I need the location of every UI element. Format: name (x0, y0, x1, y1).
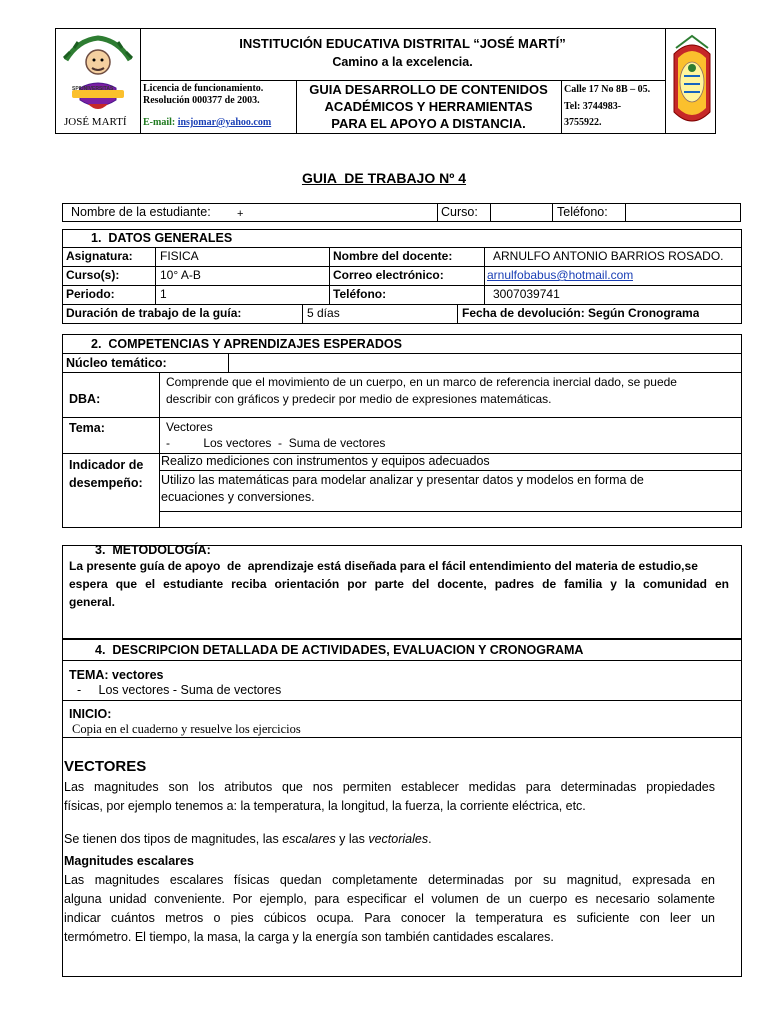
dba-text-line-2: describir con gráficos y predecir por medio de expresiones matemáticas. (166, 392, 552, 406)
guide-line-1: GUIA DESARROLLO DE CONTENIDOS (309, 82, 548, 97)
teacher-email-link[interactable]: arnulfobabus@hotmail.com (487, 268, 634, 282)
school-logo-right (670, 32, 714, 132)
duration-value: 5 días (307, 306, 340, 320)
email-row (143, 117, 271, 128)
header-divider (140, 80, 665, 81)
methodology-heading: 3. METODOLOGÍA: (95, 543, 211, 557)
scalar-magnitudes-heading: Magnitudes escalares (64, 854, 194, 868)
scalar-paragraph-line-4: termómetro. El tiempo, la masa, la carga y la energía son también cantidades escalares. (64, 930, 554, 944)
vectors-paragraph-1-line-1: Las magnitudes son los atributos que nos permiten establecer medidas para determinadas propiedades (64, 780, 715, 794)
phone-field[interactable] (626, 203, 740, 221)
start-title: INICIO: (69, 707, 112, 721)
p2-pre: Se tienen dos tipos de magnitudes, las (64, 832, 283, 846)
course-label: Curso: (441, 205, 478, 219)
activities-topic-title: TEMA: vectores (69, 668, 164, 682)
logo-left-caption: JOSÉ MARTÍ (64, 116, 127, 128)
activities-heading: 4. DESCRIPCION DETALLADA DE ACTIVIDADES, EVALUACION Y CRONOGRAMA (95, 643, 584, 657)
scalar-paragraph-line-1: Las magnitudes escalares físicas quedan completamente determinadas por su magnitud, expresada en (64, 873, 715, 887)
address-line-3: 3755922. (564, 117, 602, 128)
license-line-1: Licencia de funcionamiento. (143, 83, 264, 94)
p2-em-vectors: vectoriales (368, 832, 429, 846)
vectors-paragraph-2 (64, 818, 432, 846)
page-title: GUIA DE TRABAJO Nº 4 (301, 170, 467, 186)
scalar-paragraph-line-2: alguna unidad conveniente. Por ejemplo, para especificar el volumen de un cuerpo es necesario solamente (64, 892, 715, 906)
topic-label: Tema: (69, 421, 105, 435)
address-line-2: Tel: 3744983- (564, 101, 622, 112)
guide-line-2: ACADÉMICOS Y HERRAMIENTAS (324, 99, 533, 114)
institution-email-link[interactable]: insjomar@yahoo.com (177, 117, 272, 128)
teacher-phone-value: 3007039741 (493, 287, 560, 301)
guide-line-3: PARA EL APOYO A DISTANCIA. (331, 116, 526, 131)
indicator-2-line-1: Utilizo las matemáticas para modelar analizar y presentar datos y modelos en forma de (161, 473, 644, 487)
courses-value: 10° A-B (160, 268, 201, 282)
p2-post: . (428, 832, 432, 846)
teacher-value: ARNULFO ANTONIO BARRIOS ROSADO. (493, 249, 724, 263)
p2-em-scalars: escalares (282, 832, 336, 846)
topic-line-1: Vectores (166, 420, 213, 434)
indicator-1: Realizo mediciones con instrumentos y equipos adecuados (161, 454, 490, 468)
table-rule (155, 247, 156, 304)
student-name-field[interactable]: + (237, 208, 244, 220)
scalar-paragraph-line-3: indicar cuántos metros o pies cúbicos ocupa. Para conocer la temperatura es suficiente con leer un (64, 911, 715, 925)
address-line-1: Calle 17 No 8B – 05. (564, 84, 651, 95)
row-divider (552, 203, 553, 222)
table-rule (62, 700, 742, 701)
table-rule (302, 304, 303, 324)
vectors-heading: VECTORES (64, 758, 147, 775)
table-rule (228, 353, 229, 372)
dba-text-line-1: Comprende que el movimiento de un cuerpo, en un marco de referencia inercial dado, se puede (166, 375, 677, 389)
school-logo-left (58, 30, 138, 130)
subject-value: FISICA (160, 249, 199, 263)
start-instructions: Copia en el cuaderno y resuelve los ejercicios (72, 722, 301, 736)
email-label: E-mail: (143, 117, 176, 128)
core-topic-label: Núcleo temático: (66, 356, 167, 370)
dba-label: DBA: (69, 392, 101, 406)
subject-label: Asignatura: (66, 249, 133, 263)
indicator-label-2: desempeño: (69, 476, 143, 490)
methodology-line-1: La presente guía de apoyo de aprendizaje está diseñada para el fácil entendimiento del materia de estudio,se (69, 559, 698, 573)
general-heading: 1. DATOS GENERALES (91, 231, 233, 245)
institution-name: INSTITUCIÓN EDUCATIVA DISTRITAL “JOSÉ MARTÍ” (239, 36, 566, 51)
table-rule (159, 511, 742, 512)
topic-line-2: - Los vectores - Suma de vectores (166, 436, 386, 450)
teacher-email-label: Correo electrónico: (333, 268, 444, 282)
methodology-line-2: espera que el estudiante reciba orientación por parte del docente, padres de familia y la comunidad en (69, 577, 729, 591)
license-line-2: Resolución 000377 de 2003. (143, 95, 260, 106)
p2-mid: y las (335, 832, 369, 846)
table-rule (457, 304, 458, 324)
header-divider (561, 80, 562, 134)
return-date-label: Fecha de devolución: Según Cronograma (462, 306, 700, 320)
institution-motto: Camino a la excelencia. (332, 55, 473, 69)
period-value: 1 (160, 287, 167, 301)
student-name-label: Nombre de la estudiante: (71, 205, 211, 219)
teacher-phone-label: Teléfono: (333, 287, 387, 301)
competencies-heading: 2. COMPETENCIAS Y APRENDIZAJES ESPERADOS (91, 337, 402, 351)
logo-left-ribbon: SPIUNIVERSITAS (72, 86, 114, 92)
methodology-line-3: general. (69, 595, 116, 609)
table-rule (62, 660, 742, 661)
course-field[interactable] (491, 203, 551, 221)
vectors-paragraph-1-line-2: físicas, por ejemplo tenemos a: la temperatura, la longitud, la fuerza, la corriente eléctrica, etc. (64, 799, 586, 813)
header-divider (665, 28, 666, 134)
period-label: Periodo: (66, 287, 115, 301)
activities-topic-item: - Los vectores - Suma de vectores (77, 683, 282, 697)
duration-label: Duración de trabajo de la guía: (66, 306, 242, 320)
courses-label: Curso(s): (66, 268, 120, 282)
indicator-2-line-2: ecuaciones y conversiones. (161, 490, 315, 504)
indicator-label-1: Indicador de (69, 458, 144, 472)
phone-label: Teléfono: (557, 205, 608, 219)
teacher-label: Nombre del docente: (333, 249, 453, 263)
